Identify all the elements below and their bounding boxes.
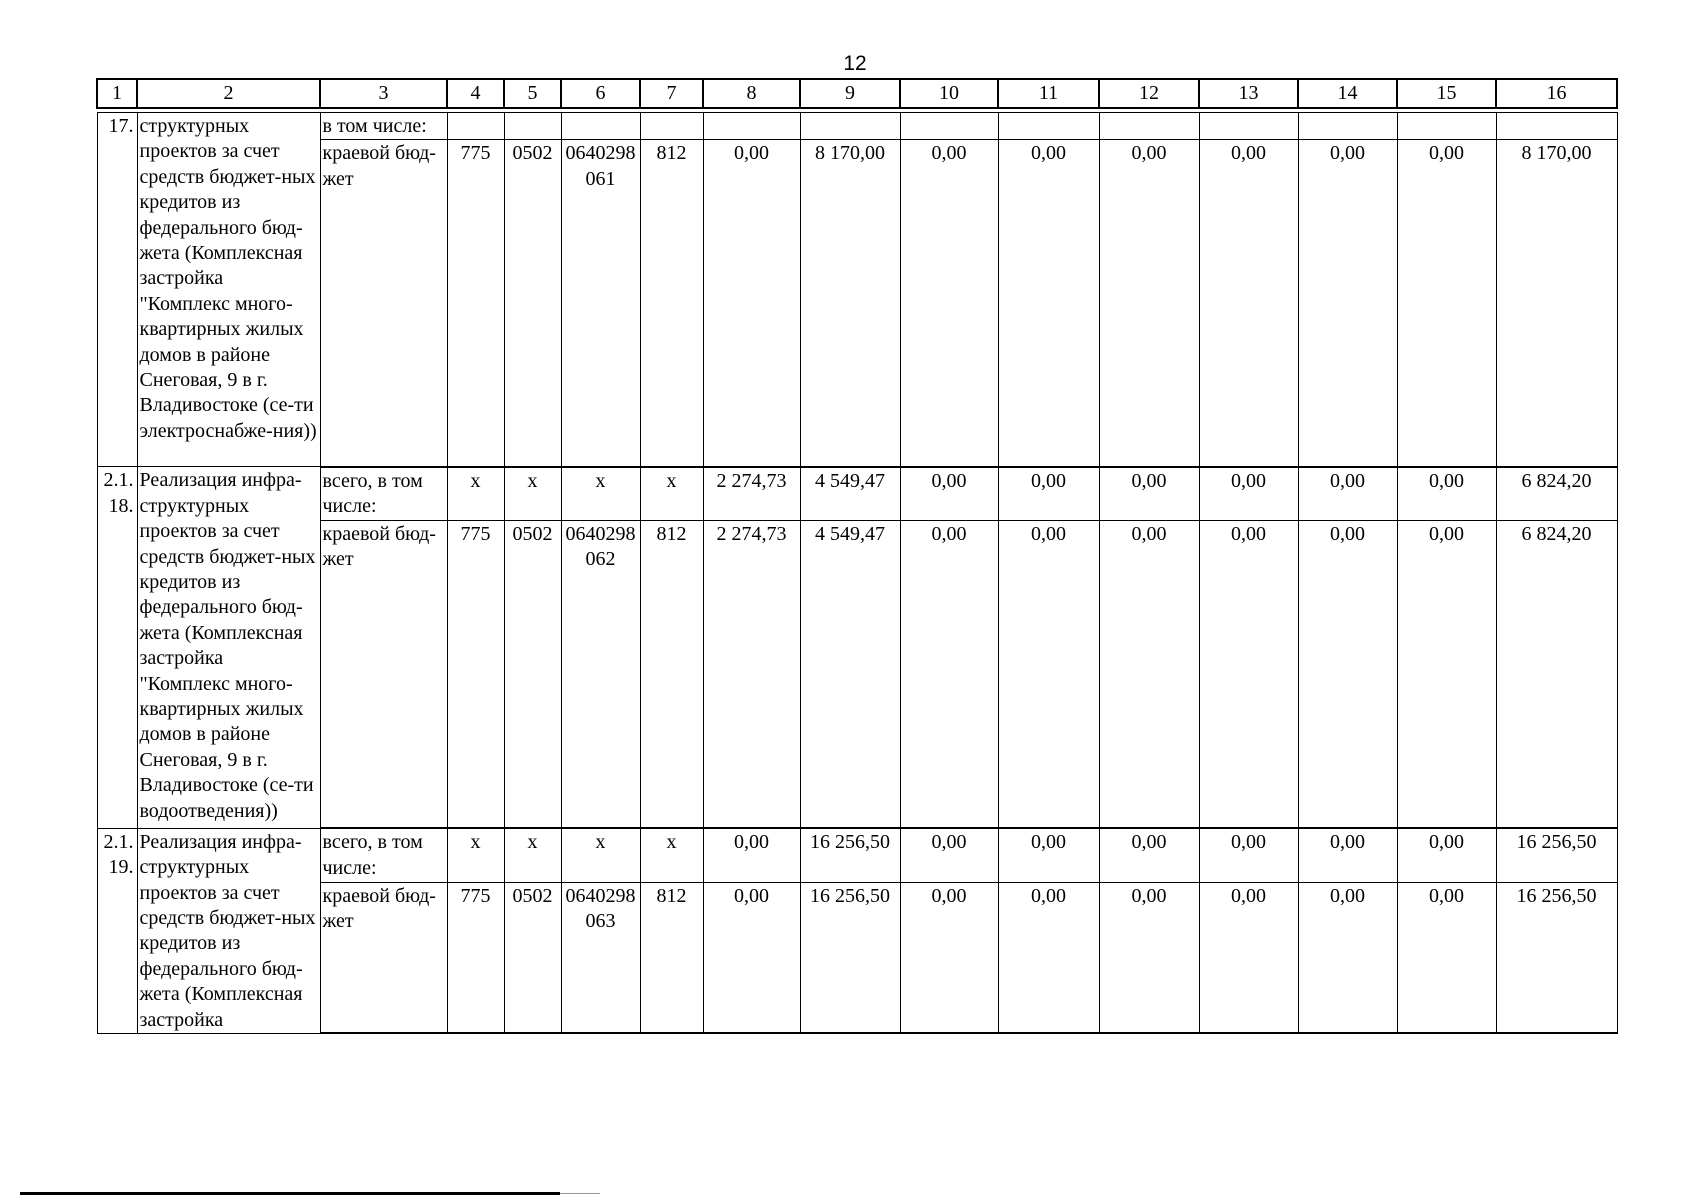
value-cell — [1099, 113, 1199, 140]
header-cell: 3 — [320, 79, 447, 108]
value-cell: 0,00 — [1298, 828, 1397, 882]
value-cell: 8 170,00 — [800, 140, 900, 467]
value-cell — [1199, 113, 1298, 140]
code-cell: 775 — [447, 140, 504, 467]
table-row — [97, 467, 1617, 520]
value-cell: 0,00 — [900, 520, 998, 828]
code-cell: 812 — [640, 140, 703, 467]
value-cell: 0,00 — [1199, 140, 1298, 467]
code-cell: х — [447, 828, 504, 882]
value-cell: 0,00 — [1099, 883, 1199, 1034]
row-description: Реализация инфра-структурных проектов за счет средств бюджет-ных кредитов из федерального бюд-жета (Комплексная застройка "Комплекс много-квартирных жилых домов в районе Снеговая, 9 в г. Владивостоке (се-ти водоотведения)) — [137, 467, 320, 828]
value-cell: 0,00 — [1397, 883, 1496, 1034]
header-cell: 2 — [137, 79, 320, 108]
header-cell: 15 — [1397, 79, 1496, 108]
row-number: 17. — [97, 113, 137, 467]
row-number: 2.1. 19. — [97, 828, 137, 1033]
footer-rule-tail — [560, 1193, 600, 1194]
value-cell: 0,00 — [1199, 467, 1298, 520]
code-cell — [504, 113, 561, 140]
value-cell: 0,00 — [998, 467, 1099, 520]
value-cell: 6 824,20 — [1496, 467, 1617, 520]
value-cell: 0,00 — [900, 883, 998, 1034]
value-cell: 0,00 — [1397, 520, 1496, 828]
value-cell: 0,00 — [1199, 520, 1298, 828]
value-cell: 0,00 — [1298, 520, 1397, 828]
code-cell: 0502 — [504, 520, 561, 828]
header-cell: 5 — [504, 79, 561, 108]
header-cell: 10 — [900, 79, 998, 108]
code-cell: х — [504, 467, 561, 520]
code-cell: 0640298 062 — [561, 520, 640, 828]
budget-table-sheet — [96, 78, 1616, 1048]
budget-source: в том числе: — [320, 113, 447, 140]
table-row — [97, 828, 1617, 882]
code-cell: х — [447, 467, 504, 520]
code-cell — [447, 113, 504, 140]
table-row — [97, 883, 1617, 1034]
budget-source: краевой бюд-жет — [320, 520, 447, 828]
value-cell: 6 824,20 — [1496, 520, 1617, 828]
value-cell — [703, 113, 800, 140]
value-cell — [998, 113, 1099, 140]
value-cell — [800, 113, 900, 140]
table-row — [97, 520, 1617, 828]
value-cell: 0,00 — [1397, 828, 1496, 882]
value-cell: 0,00 — [703, 828, 800, 882]
value-cell: 0,00 — [1199, 883, 1298, 1034]
value-cell — [1298, 113, 1397, 140]
header-cell: 9 — [800, 79, 900, 108]
header-cell: 11 — [998, 79, 1099, 108]
code-cell: х — [640, 467, 703, 520]
row-description: Реализация инфра-структурных проектов за счет средств бюджет-ных кредитов из федерального бюд-жета (Комплексная застройка — [137, 828, 320, 1033]
value-cell — [1397, 113, 1496, 140]
header-cell: 16 — [1496, 79, 1617, 108]
budget-source: всего, в том числе: — [320, 467, 447, 520]
code-cell: 0502 — [504, 883, 561, 1034]
code-cell: х — [640, 828, 703, 882]
code-cell: 812 — [640, 520, 703, 828]
header-cell: 14 — [1298, 79, 1397, 108]
code-cell: х — [561, 828, 640, 882]
header-cell: 13 — [1199, 79, 1298, 108]
row-description: структурных проектов за счет средств бюджет-ных кредитов из федерального бюд-жета (Комплексная застройка "Комплекс много-квартирных жилых домов в районе Снеговая, 9 в г. Владивостоке (се-ти электроснабже-ния)) — [137, 113, 320, 467]
value-cell: 0,00 — [1099, 467, 1199, 520]
value-cell: 0,00 — [1099, 828, 1199, 882]
code-cell — [561, 113, 640, 140]
budget-source: краевой бюд-жет — [320, 140, 447, 467]
value-cell: 0,00 — [900, 467, 998, 520]
code-cell — [640, 113, 703, 140]
header-cell: 8 — [703, 79, 800, 108]
code-cell: х — [504, 828, 561, 882]
header-cell: 1 — [97, 79, 137, 108]
header-cell: 12 — [1099, 79, 1199, 108]
budget-source: краевой бюд-жет — [320, 883, 447, 1034]
value-cell: 16 256,50 — [800, 828, 900, 882]
value-cell: 16 256,50 — [1496, 828, 1617, 882]
value-cell: 0,00 — [998, 883, 1099, 1034]
value-cell — [1496, 113, 1617, 140]
value-cell: 8 170,00 — [1496, 140, 1617, 467]
value-cell: 0,00 — [1099, 140, 1199, 467]
value-cell: 0,00 — [900, 828, 998, 882]
page-number: 12 — [843, 52, 867, 75]
value-cell: 0,00 — [1397, 140, 1496, 467]
value-cell — [900, 113, 998, 140]
value-cell: 0,00 — [998, 140, 1099, 467]
value-cell: 16 256,50 — [1496, 883, 1617, 1034]
code-cell: 0640298 063 — [561, 883, 640, 1034]
value-cell: 0,00 — [1298, 883, 1397, 1034]
budget-table — [96, 78, 1618, 1034]
budget-source: всего, в том числе: — [320, 828, 447, 882]
footer-rule — [20, 1192, 560, 1195]
value-cell: 0,00 — [1099, 520, 1199, 828]
code-cell: 0502 — [504, 140, 561, 467]
value-cell: 0,00 — [998, 828, 1099, 882]
value-cell: 4 549,47 — [800, 467, 900, 520]
value-cell: 0,00 — [1298, 467, 1397, 520]
header-cell: 4 — [447, 79, 504, 108]
value-cell: 0,00 — [1397, 467, 1496, 520]
code-cell: 775 — [447, 520, 504, 828]
value-cell: 0,00 — [703, 883, 800, 1034]
table-row — [97, 140, 1617, 467]
value-cell: 16 256,50 — [800, 883, 900, 1034]
value-cell: 0,00 — [1199, 828, 1298, 882]
value-cell: 2 274,73 — [703, 520, 800, 828]
column-number-header — [97, 79, 1617, 108]
value-cell: 0,00 — [1298, 140, 1397, 467]
row-number: 2.1. 18. — [97, 467, 137, 828]
value-cell: 0,00 — [900, 140, 998, 467]
code-cell: 812 — [640, 883, 703, 1034]
value-cell: 4 549,47 — [800, 520, 900, 828]
code-cell: 775 — [447, 883, 504, 1034]
header-cell: 7 — [640, 79, 703, 108]
code-cell: 0640298 061 — [561, 140, 640, 467]
value-cell: 0,00 — [998, 520, 1099, 828]
table-row — [97, 113, 1617, 140]
value-cell: 2 274,73 — [703, 467, 800, 520]
header-cell: 6 — [561, 79, 640, 108]
code-cell: х — [561, 467, 640, 520]
value-cell: 0,00 — [703, 140, 800, 467]
